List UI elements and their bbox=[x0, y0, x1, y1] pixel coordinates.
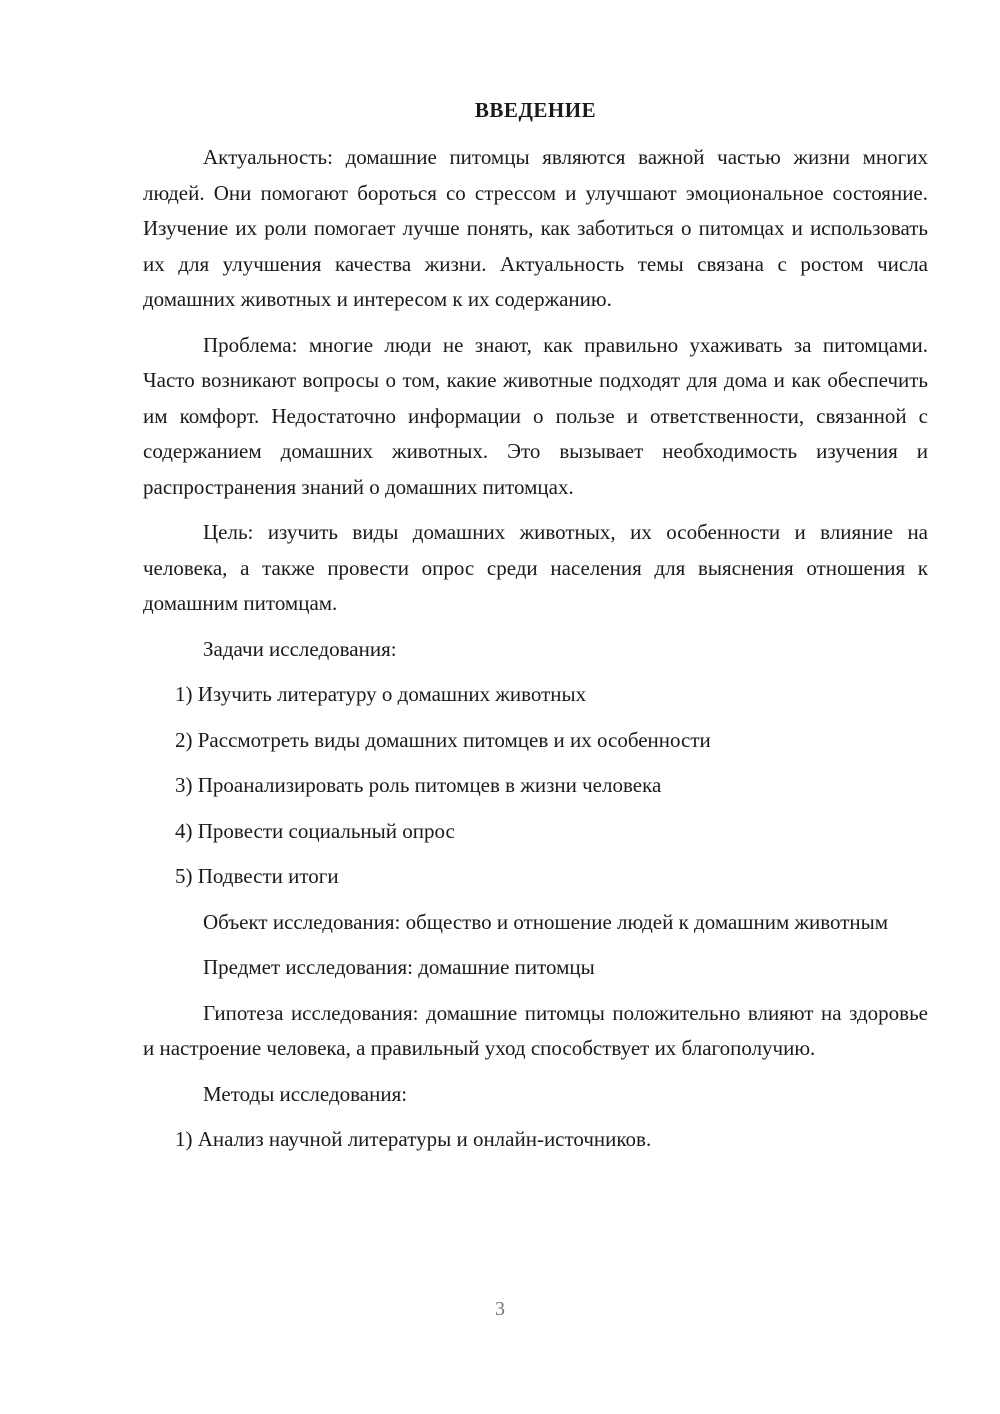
hypothesis-paragraph: Гипотеза исследования: домашние питомцы положительно влияют на здоровье и настроение человека, а правильный уход способствует их благополучию. bbox=[143, 1000, 928, 1060]
goal-paragraph: Цель: изучить виды домашних животных, их особенности и влияние на человека, а также провести опрос среди населения для выяснения отношения к домашним питомцам. bbox=[143, 520, 928, 615]
problem-paragraph: Проблема: многие люди не знают, как правильно ухаживать за питомцами. Часто возникают вопросы о том, какие животные подходят для дома и как обеспечить им комфорт. Недостаточно информации о пользе и ответственности, связанной с содержанием домашних животных. Это вызывает необходимость изучения и распространения знаний о домашних питомцах. bbox=[143, 332, 928, 499]
subject-paragraph: Предмет исследования: домашние питомцы bbox=[203, 955, 595, 979]
task-item-5: 5) Подвести итоги bbox=[175, 864, 339, 888]
task-item-4: 4) Провести социальный опрос bbox=[175, 818, 455, 843]
methods-heading: Методы исследования: bbox=[203, 1081, 408, 1106]
task-item-3: 3) Проанализировать роль питомцев в жизни человека bbox=[175, 773, 662, 797]
task-item-2: 2) Рассмотреть виды домашних питомцев и их особенности bbox=[175, 727, 711, 752]
document-page bbox=[143, 96, 928, 1168]
object-paragraph: Объект исследования: общество и отношение людей к домашним животным bbox=[203, 909, 889, 934]
task-item-1: 1) Изучить литературу о домашних животных bbox=[175, 682, 587, 706]
page-number: 3 bbox=[495, 1298, 505, 1320]
method-item-1: 1) Анализ научной литературы и онлайн-источников. bbox=[175, 1127, 652, 1151]
section-title: ВВЕДЕНИЕ bbox=[474, 98, 597, 122]
relevance-paragraph: Актуальность: домашние питомцы являются важной частью жизни многих людей. Они помогают бороться со стрессом и улучшают эмоциональное состояние. Изучение их роли помогает лучше понять, как заботиться о питомцах и использовать их для улучшения качества жизни. Актуальность темы связана с ростом числа домашних животных и интересом к их содержанию. bbox=[143, 145, 928, 311]
tasks-heading: Задачи исследования: bbox=[203, 636, 397, 661]
